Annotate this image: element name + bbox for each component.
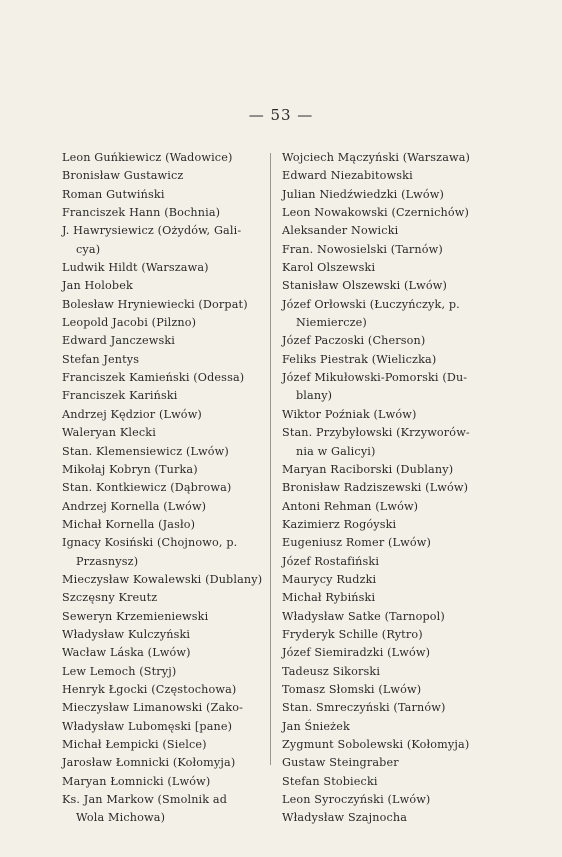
name-entry-text: Szczęsny Kreutz [62,591,158,605]
name-entry-text: Henryk Łgocki (Częstochowa) [62,682,237,696]
name-entry [282,534,502,552]
name-entry-text: Tadeusz Sikorski [282,664,381,678]
name-entry-text: Andrzej Kędzior (Lwów) [62,407,202,421]
name-entry-text: Ludwik Hildt (Warszawa) [62,261,209,275]
name-entry [62,314,262,332]
name-entry-text: Lew Lemoch (Stryj) [62,664,177,678]
name-entry-text: Ignacy Kosiński (Chojnowo, p. [62,536,238,550]
name-entry [282,369,502,406]
name-entry-text: Mikołaj Kobryn (Turka) [62,462,198,476]
name-entry-text: Władysław Szajnocha [282,811,408,825]
name-entry [282,663,502,681]
name-entry [282,571,502,589]
name-entry-text: Jan Holobek [62,279,133,293]
name-entry-text: Aleksander Nowicki [282,224,399,238]
name-entry-text: Leopold Jacobi (Pilzno) [62,316,197,330]
name-entry [282,479,502,497]
name-entry [282,461,502,479]
name-entry-text: Michał Łempicki (Sielce) [62,738,207,751]
name-entry [282,589,502,607]
name-entry [62,681,262,699]
name-entry-text: Wojciech Mączyński (Warszawa) [282,151,471,164]
name-entry-text: Franciszek Hann (Bochnia) [62,206,221,220]
name-entry-text: Feliks Piestrak (Wieliczka) [282,352,437,366]
name-entry-text: Michał Rybiński [282,591,376,605]
name-entry-text: Kazimierz Rogóyski [282,517,397,531]
name-entry-text: Maryan Raciborski (Dublany) [282,462,454,476]
left-column [62,149,262,828]
name-entry [62,718,262,736]
name-entry [282,424,502,461]
name-entry [282,681,502,699]
name-entry-text: Józef Siemiradzki (Lwów) [282,646,431,660]
name-entry [62,791,262,828]
name-entry-text: Stanisław Olszewski (Lwów) [282,279,447,293]
name-entry-text: Gustaw Steingraber [282,756,399,770]
name-entry [62,589,262,607]
name-entry-text: Władysław Kulczyński [62,627,191,641]
name-entry-text: Stefan Jentys [62,352,140,366]
name-entry-text: Józef Orłowski (Łuczyńczyk, p. [282,297,460,311]
name-entry [282,296,502,333]
name-entry-text: Edward Janczewski [62,334,176,348]
name-entry [282,406,502,424]
right-column [282,149,502,828]
name-entry-text: Bolesław Hryniewiecki (Dorpat) [62,297,248,311]
name-entry-text: Antoni Rehman (Lwów) [282,499,419,513]
name-entry-continuation: cya) [76,242,101,256]
name-entry [282,644,502,662]
name-entry [62,149,262,167]
name-entry-text: Roman Gutwiński [62,187,165,201]
name-entry [62,534,262,571]
name-entry [62,186,262,204]
name-entry-text: Michał Kornella (Jasło) [62,517,196,531]
name-entry [62,571,262,589]
name-entry [282,718,502,736]
name-entry [282,809,502,827]
name-entry [62,736,262,754]
name-entry [282,204,502,222]
name-entry [62,608,262,626]
name-entry-text: Fryderyk Schille (Rytro) [282,627,423,641]
name-entry [282,259,502,277]
name-entry [62,387,262,405]
name-entry-continuation: nia w Galicyi) [296,444,376,458]
name-entry [62,406,262,424]
name-entry-continuation: Przasnysz) [76,554,139,568]
name-entry-text: Waleryan Klecki [62,426,156,440]
name-entry [62,699,262,717]
name-entry [62,204,262,222]
name-entry [282,351,502,369]
name-entry [62,332,262,350]
name-entry-text: Władysław Satke (Tarnopol) [282,609,445,623]
name-entry-text: Zygmunt Sobolewski (Kołomyja) [282,738,470,751]
name-entry-text: Leon Nowakowski (Czernichów) [282,206,469,220]
name-entry [282,186,502,204]
name-entry-text: Bronisław Radziszewski (Lwów) [282,481,469,495]
name-entry [62,222,262,259]
name-entry [282,332,502,350]
name-entry [282,699,502,717]
name-entry-text: Władysław Lubomęski [pane) [62,719,233,733]
name-entry-text: Julian Niedźwiedzki (Lwów) [282,187,445,201]
name-entry [282,167,502,185]
name-entry-text: Eugeniusz Romer (Lwów) [282,536,431,550]
name-entry-text: Jarosław Łomnicki (Kołomyja) [62,756,236,770]
name-entry-text: Wacław Láska (Lwów) [62,646,191,660]
name-entry [62,296,262,314]
name-entry [62,773,262,791]
name-entry-continuation: Wola Michowa) [76,811,166,825]
name-entry-text: Leon Syroczyński (Lwów) [282,793,431,807]
name-entry [282,626,502,644]
name-entry-text: Ks. Jan Markow (Smolnik ad [62,793,228,807]
name-entry [282,277,502,295]
name-entry-text: Jan Śnieżek [282,719,350,733]
name-entry [282,754,502,772]
name-entry-text: Leon Guńkiewicz (Wadowice) [62,151,233,164]
name-entry-text: Karol Olszewski [282,261,376,275]
name-entry [62,663,262,681]
name-entry-text: Maryan Łomnicki (Lwów) [62,774,211,788]
name-entry [282,553,502,571]
name-entry [62,479,262,497]
name-entry [62,259,262,277]
name-entry-text: Maurycy Rudzki [282,572,377,586]
name-entry-text: J. Hawrysiewicz (Ożydów, Gali- [62,224,242,238]
name-entry-text: Tomasz Słomski (Lwów) [282,682,422,696]
name-entry [282,736,502,754]
name-entry-text: Józef Mikułowski-Pomorski (Du- [282,371,468,385]
name-entry [62,626,262,644]
name-entry-text: Bronisław Gustawicz [62,169,184,183]
name-entry-text: Stan. Klemensiewicz (Lwów) [62,444,229,458]
name-entry [62,461,262,479]
name-entry-continuation: blany) [296,389,333,403]
name-entry [282,608,502,626]
name-entry [62,498,262,516]
name-entry-text: Wiktor Poźniak (Lwów) [282,407,417,421]
name-entry [282,773,502,791]
name-entry-text: Mieczysław Kowalewski (Dublany) [62,572,263,586]
name-entry [282,498,502,516]
name-entry-text: Stan. Przybyłowski (Krzyworów- [282,426,470,440]
name-entry-continuation: Niemiercze) [296,316,367,330]
name-entry [62,167,262,185]
name-entry [62,277,262,295]
name-entry [62,424,262,442]
name-entry-text: Franciszek Kamieński (Odessa) [62,371,245,385]
column-divider [270,153,271,765]
name-entry [62,754,262,772]
name-entry [62,644,262,662]
name-entry [282,516,502,534]
name-entry-text: Seweryn Krzemieniewski [62,609,209,623]
name-entry [62,351,262,369]
name-entry-text: Józef Paczoski (Cherson) [282,334,426,348]
name-entry-text: Franciszek Kariński [62,389,178,403]
name-entry-text: Edward Niezabitowski [282,169,413,183]
name-entry [62,516,262,534]
name-entry [282,149,502,167]
name-entry [282,241,502,259]
name-entry-text: Stan. Smreczyński (Tarnów) [282,701,446,715]
name-entry [62,443,262,461]
page-number: — 53 — [248,106,314,124]
name-entry [62,369,262,387]
name-entry-text: Andrzej Kornella (Lwów) [62,499,207,513]
name-entry [282,791,502,809]
name-entry-text: Józef Rostafiński [282,554,380,568]
name-entry-text: Stefan Stobiecki [282,774,378,788]
name-entry-text: Mieczysław Limanowski (Zako- [62,701,244,715]
name-entry [282,222,502,240]
name-entry-text: Fran. Nowosielski (Tarnów) [282,242,443,256]
name-entry-text: Stan. Kontkiewicz (Dąbrowa) [62,481,232,495]
